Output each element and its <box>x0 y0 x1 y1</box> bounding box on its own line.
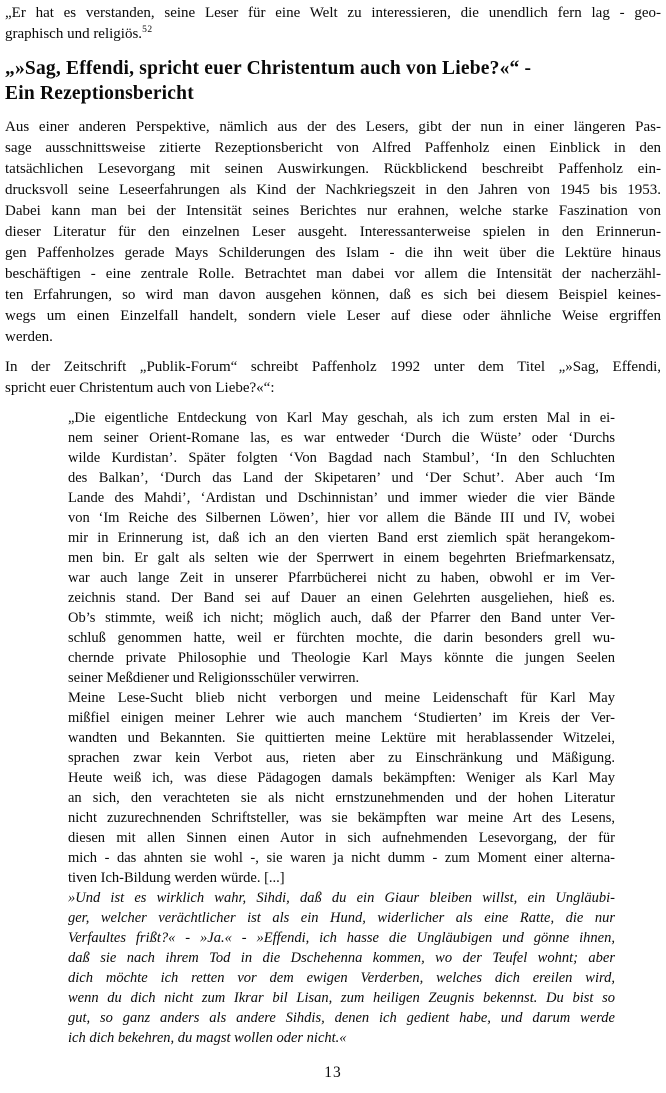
page-number: 13 <box>324 1064 342 1081</box>
quote-discovery: „Die eigentliche Entdeckung von Karl May geschah, als ich zum ersten Mal in ei- nem seiner Orient-Romane las, es war entweder ‘Durch die Wüste’ oder ‘Durchs wilde Kurdistan’. Später folgten ‘Von Bagdad nach Stambul’, ‘In den Schluchten des Balkan’, ‘Durch das Land der Skipetaren’ und ‘Der Schut’. Aber auch ‘Im Lande des Mahdi’, ‘Ardistan und Dschinnistan’ und immer wieder die vier Bände von ‘Im Reiche des Silbernen Löwen’, hier vor allem die Bände III und IV, wobei mir in Erinnerung ist, daß ich an den vierten Band erst ziemlich spät herangekom- men bin. Er galt als selten wie der Sperrwert in einem begehrten Briefmarkensatz, war auch lange Zeit in unserer Pfarrbücherei nicht zu haben, obwohl er im Ver- zeichnis stand. Der Band sei auf Dauer an einen Gelehrten ausgeliehen, hieß es. Ob’s stimmte, weiß ich nicht; möglich auch, daß der Pfarrer den Band unter Ver- schluß genommen hatte, weil er fürchten mochte, die darin besonders grell wu- chernde private Philosophie und Theologie Karl Mays könnte die jungen Seelen seiner Meßdiener und Religionsschüler verwirren. <box>68 410 615 686</box>
section-heading: „»Sag, Effendi, spricht euer Christentum auch von Liebe?«“ - Ein Rezeptionsbericht <box>5 58 532 104</box>
carryover-line-1: „Er hat es verstanden, seine Leser für eine Welt zu interessieren, die unendlich fern lag - geo- <box>5 5 661 21</box>
footnote-reference: 52 <box>142 25 153 35</box>
carryover-paragraph <box>5 3 661 45</box>
carryover-line-2 <box>5 24 661 45</box>
paragraph-zeitschrift: In der Zeitschrift „Publik-Forum“ schreibt Paffenholz 1992 unter dem Titel „»Sag, Effendi, spricht euer Christentum auch von Liebe?«“: <box>5 359 661 396</box>
quote-dialogue: »Und ist es wirklich wahr, Sihdi, daß du ein Giaur bleiben willst, ein Ungläubi- ger, welcher verächtlicher ist als ein Hund, widerlicher als eine Ratte, die nur Verfaultes frißt?« - »Ja.« - »Effendi, ich hasse die Ungläubigen und gönne ihnen, daß sie nach ihrem Tod in die Dschehenna kommen, wo der Teufel wohnt; aber dich möchte ich retten vor dem ewigen Verderben, welches dich ereilen wird, wenn du dich nicht zum Ikrar bil Lisan, zum heiligen Zeugnis bekennst. Du bist so gut, so ganz anders als andere Sihdis, denen ich gedient habe, und darum werde ich dich bekehren, du magst wollen oder nicht.« <box>68 890 615 1046</box>
paragraph-reception-report: Aus einer anderen Perspektive, nämlich aus der des Lesers, gibt der nun in einer längeren Pas- sage ausschnittsweise zitierte Rezeptionsbericht von Alfred Paffenholz einen Einblick in den tatsächlichen Lesevorgang mit seinen Auswirkungen. Rückblickend beschreibt Paffenholz ein- drucksvoll seine Leseerfahrungen als Kind der Nachkriegszeit in den Jahren von 1945 bis 1953. Dabei kann man bei der Intensität seines Berichtes nur erahnen, welche starke Faszination von dieser Literatur für den einzelnen Leser ausgeht. Interessanterweise spielen in den Erinnerun- gen Paffenholzes gerade Mays Schilderungen des Islam - die ihn weit über die Lektüre hinaus beschäftigen - eine zentrale Rolle. Betrachtet man dabei vor allem die Intensität der nacherzähl- ten Erfahrungen, so wird man davon ausgehen können, daß es sich bei diesem Beispiel keines- wegs um einen Einzelfall handelt, sondern viele Leser auf diese oder ähnliche Weise ergriffen werden. <box>5 119 661 345</box>
carryover-line-2-text: graphisch und religiös. <box>5 26 143 42</box>
block-quote <box>68 408 615 1048</box>
quote-lese-sucht: Meine Lese-Sucht blieb nicht verborgen und meine Leidenschaft für Karl May mißfiel einigen meiner Lehrer wie auch manchem ‘Studierten’ im Kreis der Ver- wandten und Bekannten. Sie quittierten meine Lektüre mit herablassender Witzelei, sprachen zwar kein Verbot aus, rieten aber zu Einschränkung und Mäßigung. Heute weiß ich, was diese Pädagogen damals bekämpften: Weniger als Karl May an sich, den verachteten sie als nicht ernstzunehmenden und der hohen Literatur nicht zuzurechnenden Schriftsteller, was sie bekämpften war meine Art des Lesens, diesen mit allen Sinnen einen Autor in sich aufnehmenden Lesevorgang, der für mich - das ahnten sie wohl -, sie waren ja nicht dumm - zum Moment einer alterna- tiven Ich-Bildung werden würde. [...] <box>68 690 615 886</box>
